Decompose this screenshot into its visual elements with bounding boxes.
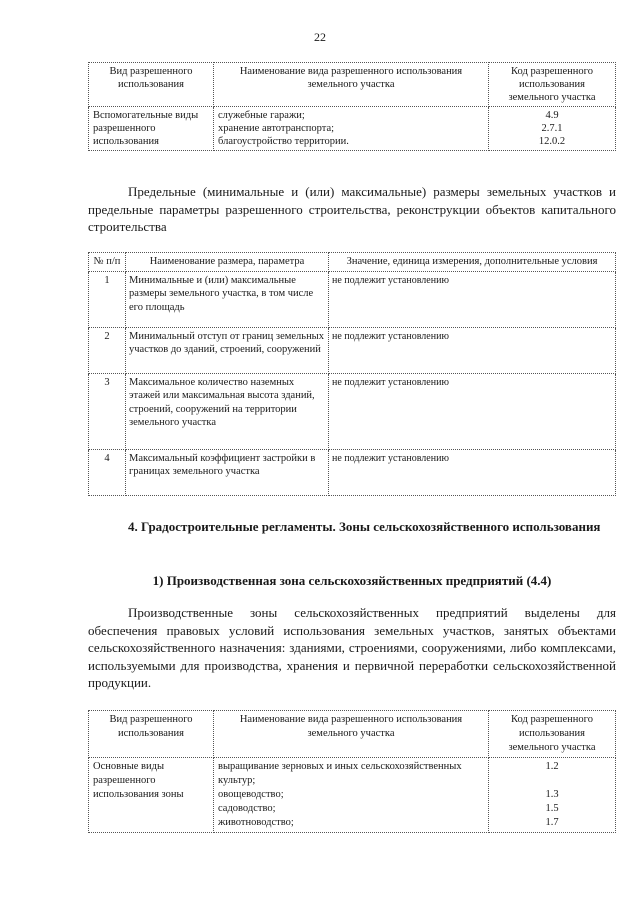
permitted-use-table-auxiliary [88, 62, 616, 151]
parameter-name: Максимальное количество наземных этажей или максимальная высота зданий, строений, сооружений на территории земельного участка [126, 373, 329, 449]
use-code: 1.3 [545, 789, 559, 800]
parameter-value: не подлежит установлению [329, 271, 616, 327]
use-code: 1.7 [545, 817, 559, 828]
use-code: 2.7.1 [541, 123, 563, 134]
table-header: Наименование вида разрешенного использования земельного участка [214, 63, 489, 107]
section-title: 4. Градостроительные регламенты. Зоны сельскохозяйственного использования [128, 519, 601, 534]
table-header: Вид разрешенного использования [89, 63, 214, 107]
use-code: 1.5 [545, 803, 559, 814]
use-name: хранение автотранспорта; [218, 123, 335, 134]
parameter-name: Максимальный коэффициент застройки в границах земельного участка [126, 449, 329, 495]
use-name: животноводство; [218, 817, 294, 828]
use-type-cell: Вспомогательные виды разрешенного использования [89, 107, 214, 151]
table-header: Наименование вида разрешенного использования земельного участка [214, 711, 489, 758]
use-name: садоводство; [218, 803, 276, 814]
parameter-value: не подлежит установлению [329, 327, 616, 373]
table-header: № п/п [89, 253, 126, 272]
table-row [89, 449, 616, 495]
use-codes-cell [489, 758, 616, 833]
table-row [89, 271, 616, 327]
table-header: Код разрешенного использования земельного участка [489, 711, 616, 758]
table-row [89, 373, 616, 449]
table-header: Значение, единица измерения, дополнительные условия [329, 253, 616, 272]
row-number: 1 [89, 271, 126, 327]
table-row [89, 758, 616, 833]
parameter-value: не подлежит установлению [329, 449, 616, 495]
use-names-cell [214, 758, 489, 833]
table-header: Код разрешенного использования земельного участка [489, 63, 616, 107]
use-name: овощеводство; [218, 789, 284, 800]
use-name: выращивание зерновых и иных сельскохозяйственных культур; [218, 761, 462, 786]
parameter-name: Минимальные и (или) максимальные размеры земельного участка, в том числе его площадь [126, 271, 329, 327]
parameter-value: не подлежит установлению [329, 373, 616, 449]
zone-description: Производственные зоны сельскохозяйственных предприятий выделены для обеспечения правовых условий использования земельных участков, занятых объектами сельскохозяйственного назначения: зданиями, строениями, сооружениями, либо комплексами, используемыми для производства, хранения и первичной переработки сельскохозяйственной продукции. [88, 605, 616, 690]
use-code: 4.9 [545, 110, 559, 121]
table-row [89, 327, 616, 373]
parameters-table [88, 252, 616, 496]
parameter-name: Минимальный отступ от границ земельных участков до зданий, строений, сооружений [126, 327, 329, 373]
use-type-cell: Основные виды разрешенного использования зоны [89, 758, 214, 833]
table-row [89, 107, 616, 151]
table-header: Наименование размера, параметра [126, 253, 329, 272]
use-code: 12.0.2 [538, 136, 566, 147]
table-header: Вид разрешенного использования [89, 711, 214, 758]
use-code: 1.2 [545, 761, 559, 772]
use-names-cell [214, 107, 489, 151]
use-name: благоустройство территории. [218, 136, 349, 147]
use-name: служебные гаражи; [218, 110, 305, 121]
limits-paragraph: Предельные (минимальные и (или) максимальные) размеры земельных участков и предельные параметры разрешенного строительства, реконструкции объектов капитального строительства [88, 184, 616, 234]
page-number: 22 [314, 30, 326, 44]
row-number: 3 [89, 373, 126, 449]
subsection-title: 1) Производственная зона сельскохозяйственных предприятий (4.4) [152, 573, 552, 588]
row-number: 4 [89, 449, 126, 495]
permitted-use-table-main [88, 710, 616, 833]
use-codes-cell [489, 107, 616, 151]
row-number: 2 [89, 327, 126, 373]
